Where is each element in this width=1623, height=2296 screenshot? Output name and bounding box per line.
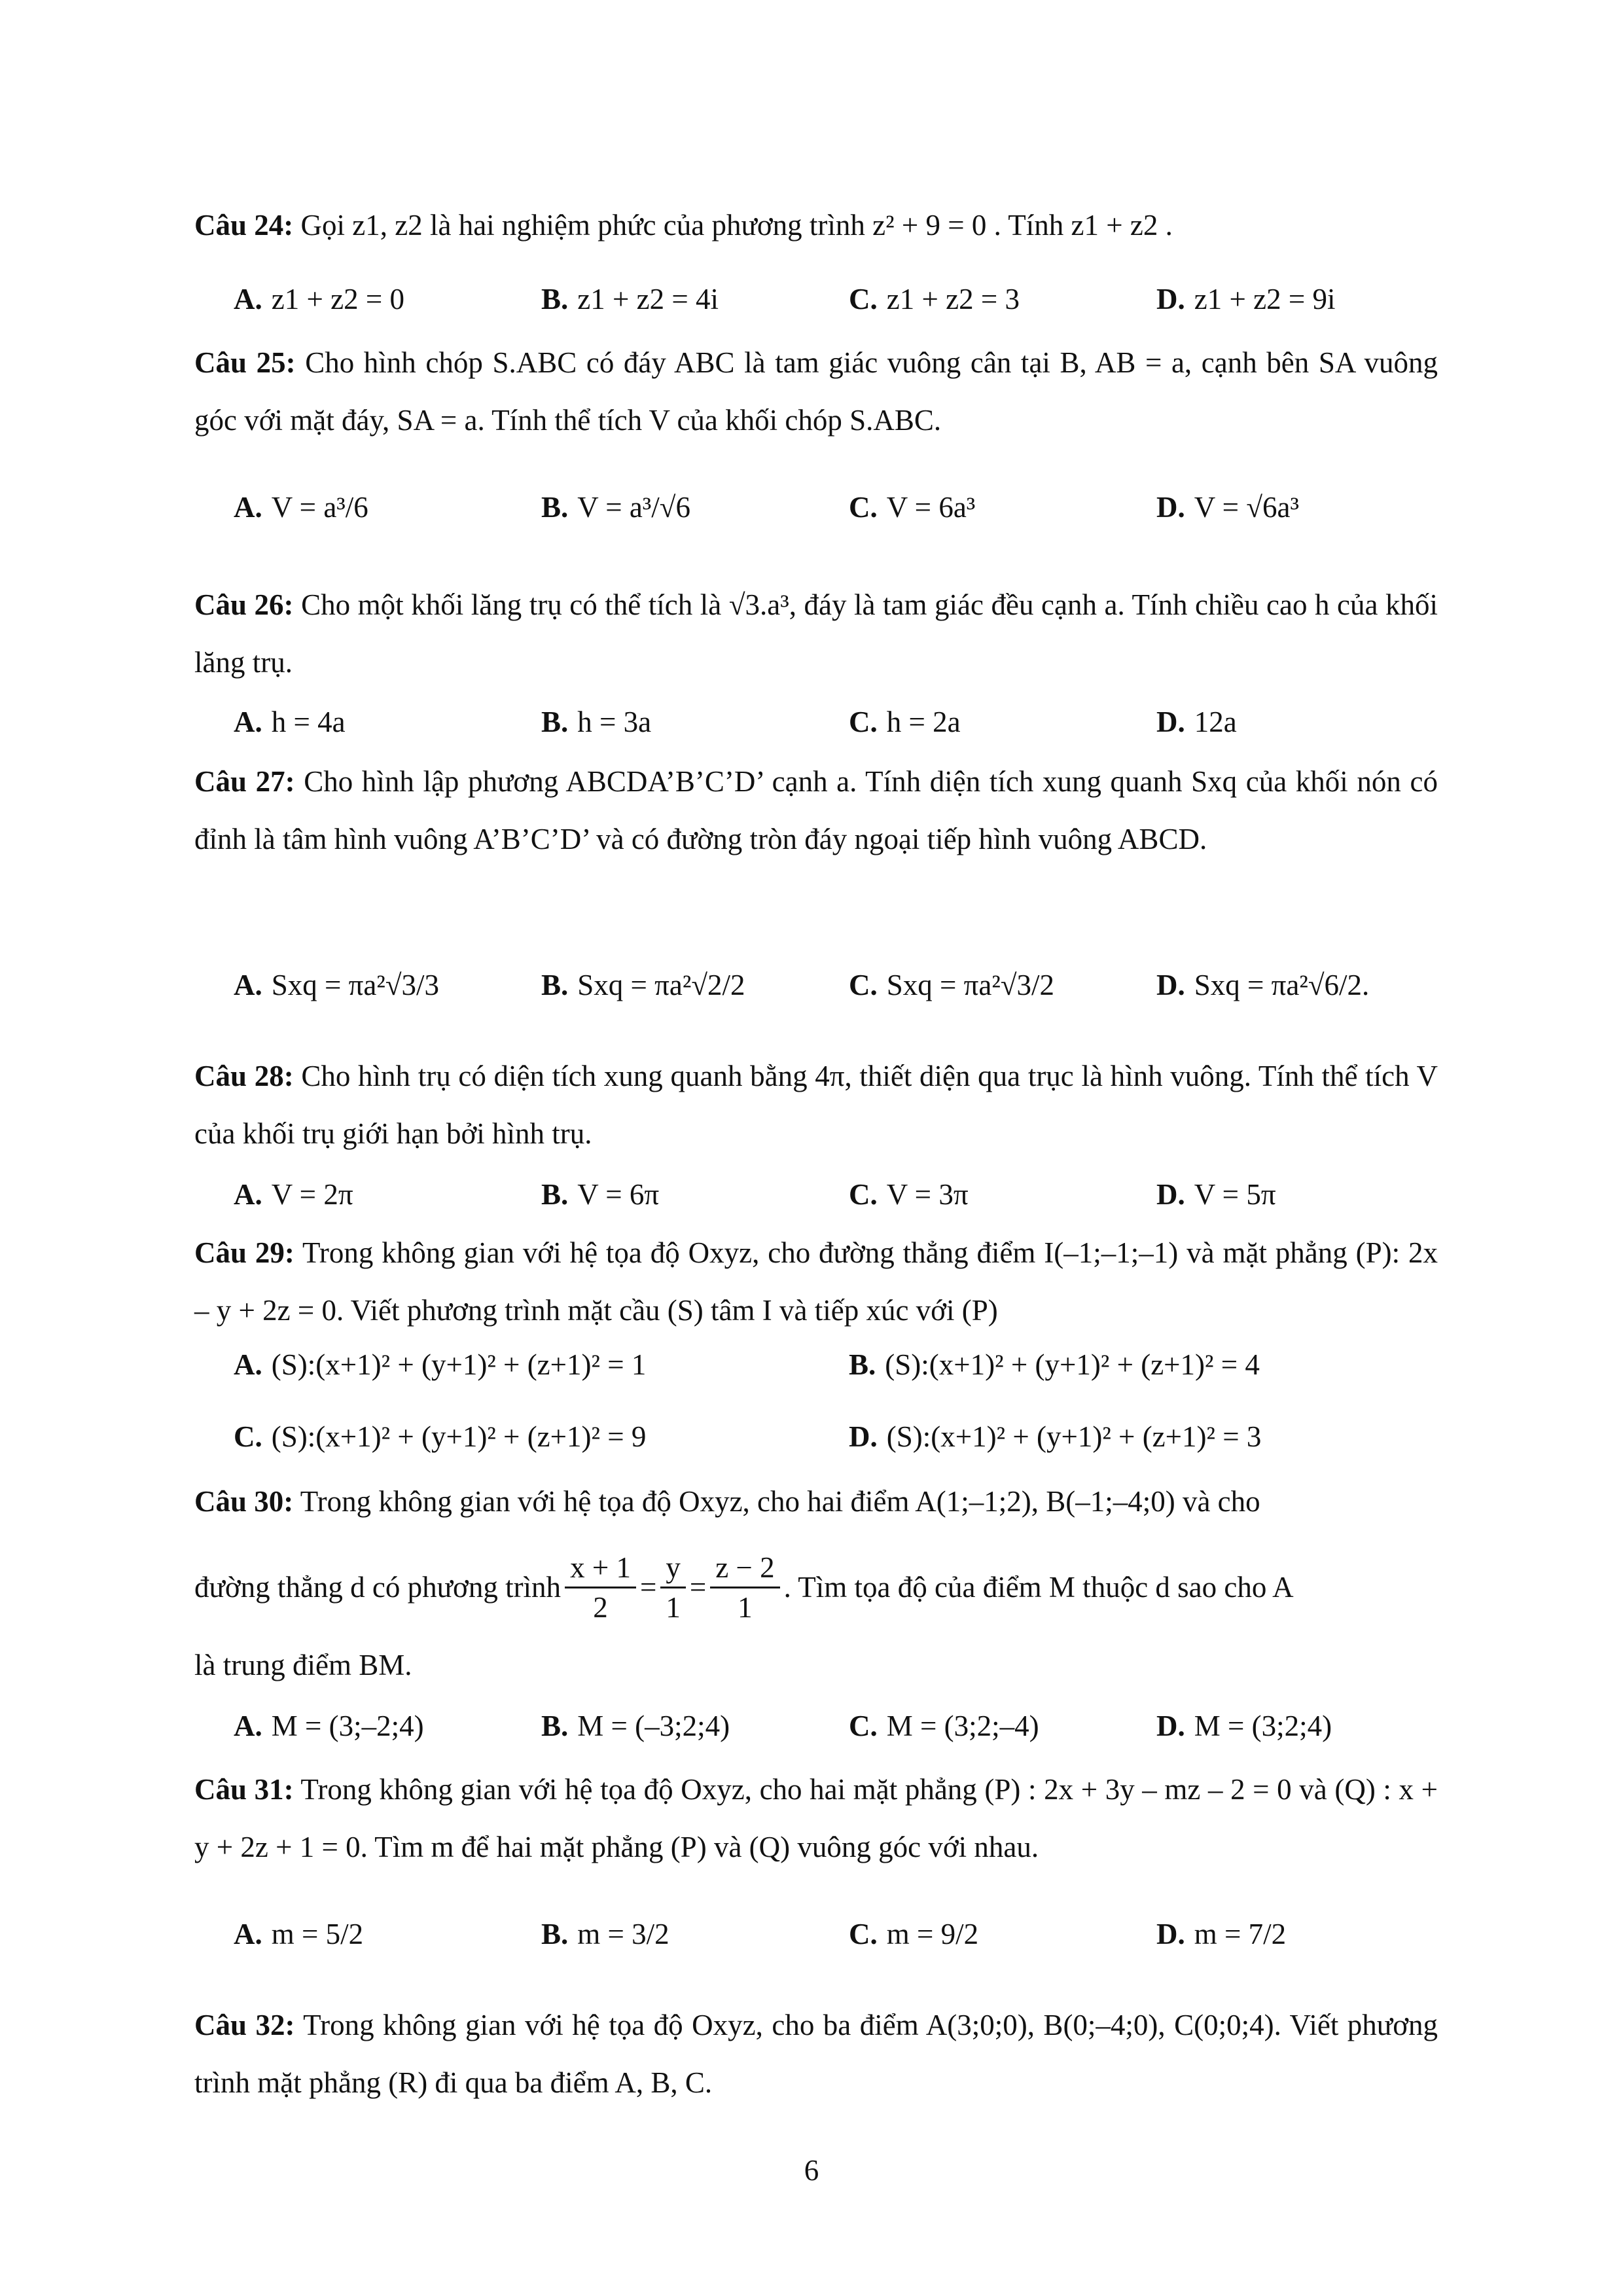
question-30 [194, 1473, 1438, 1530]
question-text: Cho hình chóp S.ABC có đáy ABC là tam giác vuông cân tại B, AB = a, cạnh bên SA vuông góc với mặt đáy, SA = a. Tính thể tích V của khối chóp S.ABC. [194, 346, 1438, 437]
option-c: C. V = 3π [849, 1178, 969, 1211]
option-b: B. z1 + z2 = 4i [541, 283, 719, 315]
question-text: Trong không gian với hệ tọa độ Oxyz, cho hai điểm A(1;–1;2), B(–1;–4;0) và cho [300, 1485, 1260, 1518]
question-label: Câu 31: [194, 1773, 294, 1806]
options-27 [194, 956, 1438, 1014]
option-b: B. Sxq = πa²√2/2 [541, 969, 745, 1001]
option-d: D. z1 + z2 = 9i [1156, 283, 1336, 315]
question-text: Gọi z1, z2 là hai nghiệm phức của phương trình z² + 9 = 0 . Tính z1 + z2 . [300, 209, 1173, 242]
page-number: 6 [804, 2154, 819, 2187]
option-b: B. h = 3a [541, 706, 652, 738]
option-d: D. M = (3;2;4) [1156, 1710, 1332, 1742]
question-label: Câu 26: [194, 588, 294, 621]
option-a: A. z1 + z2 = 0 [234, 283, 404, 315]
option-d: D. 12a [1156, 706, 1237, 738]
option-b: B. V = a³/√6 [541, 491, 690, 524]
question-label: Câu 29: [194, 1236, 294, 1269]
question-text: Trong không gian với hệ tọa độ Oxyz, cho hai mặt phẳng (P) : 2x + 3y – mz – 2 = 0 và (Q) : x + y + 2z + 1 = 0. Tìm m để hai mặt phẳng (P) và (Q) vuông góc với nhau. [194, 1773, 1438, 1863]
options-29-row2 [194, 1407, 1438, 1466]
options-24 [194, 270, 1438, 329]
options-29-row1 [194, 1335, 1438, 1394]
options-31 [194, 1905, 1438, 1964]
question-25 [194, 334, 1438, 449]
option-c: C. V = 6a³ [849, 491, 976, 524]
option-c: C. z1 + z2 = 3 [849, 283, 1020, 315]
question-label: Câu 25: [194, 346, 296, 379]
options-26 [194, 692, 1438, 751]
question-26 [194, 576, 1438, 691]
option-d: D. (S):(x+1)² + (y+1)² + (z+1)² = 3 [849, 1420, 1262, 1453]
option-c: C. (S):(x+1)² + (y+1)² + (z+1)² = 9 [234, 1420, 647, 1453]
option-b: B. M = (–3;2;4) [541, 1710, 730, 1742]
question-label: Câu 24: [194, 209, 294, 242]
question-text: Cho hình lập phương ABCDA’B’C’D’ cạnh a. Tính diện tích xung quanh Sxq của khối nón có đỉnh là tâm hình vuông A’B’C’D’ và có đường tròn đáy ngoại tiếp hình vuông ABCD. [194, 765, 1438, 855]
option-c: C. M = (3;2;–4) [849, 1710, 1039, 1742]
question-30-tail: là trung điểm BM. [194, 1649, 412, 1681]
question-29 [194, 1224, 1438, 1339]
option-c: C. h = 2a [849, 706, 961, 738]
option-b: B. V = 6π [541, 1178, 660, 1211]
question-label: Câu 30: [194, 1485, 294, 1518]
option-b: B. m = 3/2 [541, 1918, 669, 1950]
option-d: D. V = 5π [1156, 1178, 1276, 1211]
option-c: C. m = 9/2 [849, 1918, 979, 1950]
options-25 [194, 478, 1438, 537]
question-text: Trong không gian với hệ tọa độ Oxyz, cho ba điểm A(3;0;0), B(0;–4;0), C(0;0;4). Viết phương trình mặt phẳng (R) đi qua ba điểm A, B, C. [194, 2009, 1438, 2099]
option-a: A. V = 2π [234, 1178, 353, 1211]
question-label: Câu 28: [194, 1060, 294, 1092]
option-a: A. m = 5/2 [234, 1918, 364, 1950]
options-28 [194, 1165, 1438, 1224]
question-label: Câu 27: [194, 765, 295, 798]
question-text: Trong không gian với hệ tọa độ Oxyz, cho đường thẳng điểm I(–1;–1;–1) và mặt phẳng (P): 2x – y + 2z = 0. Viết phương trình mặt cầu (S) tâm I và tiếp xúc với (P) [194, 1236, 1438, 1327]
question-32 [194, 1996, 1438, 2111]
question-31 [194, 1761, 1438, 1876]
option-a: A. V = a³/6 [234, 491, 368, 524]
question-text: Cho hình trụ có diện tích xung quanh bằng 4π, thiết diện qua trục là hình vuông. Tính thể tích V của khối trụ giới hạn bởi hình trụ. [194, 1060, 1438, 1150]
option-a: A. M = (3;–2;4) [234, 1710, 424, 1742]
option-a: A. (S):(x+1)² + (y+1)² + (z+1)² = 1 [234, 1348, 647, 1381]
question-label: Câu 32: [194, 2009, 295, 2041]
question-30-equation-line: đường thẳng d có phương trình $\frac{x + 1}{2}$ = $\frac{y}{1}$ = $\frac{z - 2}{1}$ . Tìm tọa độ của điểm M thuộc d sao cho A [194, 1538, 1438, 1636]
question-24 [194, 196, 1438, 254]
option-c: C. Sxq = πa²√3/2 [849, 969, 1055, 1001]
option-a: A. h = 4a [234, 706, 346, 738]
option-b: B. (S):(x+1)² + (y+1)² + (z+1)² = 4 [849, 1348, 1260, 1381]
option-a: A. Sxq = πa²√3/3 [234, 969, 440, 1001]
question-27 [194, 753, 1438, 868]
fraction-y: $\frac{y}{1}$ [660, 1549, 686, 1626]
option-d: D. V = √6a³ [1156, 491, 1299, 524]
option-d: D. m = 7/2 [1156, 1918, 1287, 1950]
fraction-z: $\frac{z - 2}{1}$ [710, 1549, 779, 1626]
question-text: Cho một khối lăng trụ có thể tích là √3.a³, đáy là tam giác đều cạnh a. Tính chiều cao h của khối lăng trụ. [194, 588, 1438, 679]
options-30 [194, 1696, 1438, 1755]
option-d: D. Sxq = πa²√6/2. [1156, 969, 1370, 1001]
fraction-x: $\frac{x + 1}{2}$ [565, 1549, 636, 1626]
question-28 [194, 1047, 1438, 1162]
